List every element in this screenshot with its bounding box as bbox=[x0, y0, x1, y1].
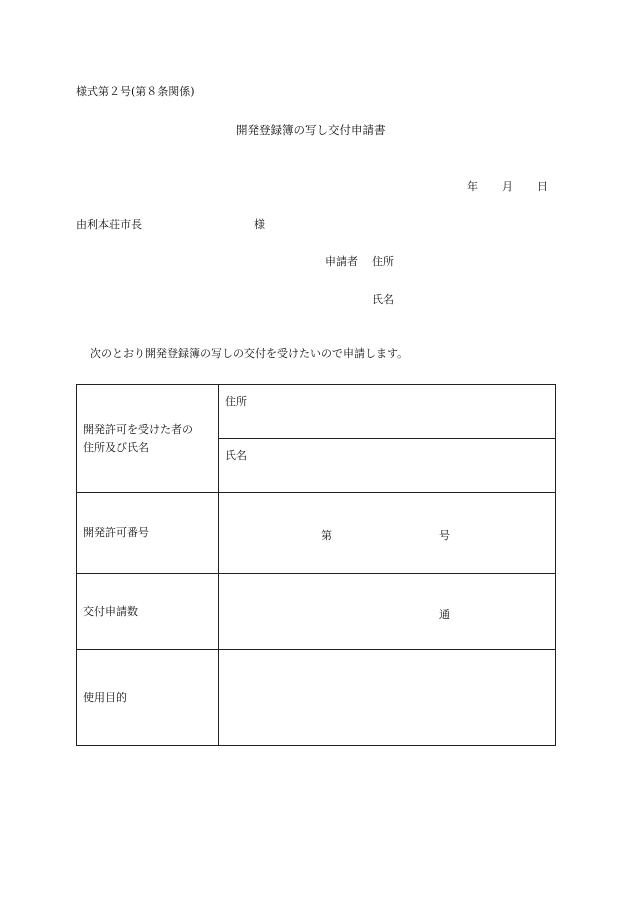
addressee-line bbox=[76, 219, 265, 230]
form-number: 様式第２号(第８条関係) bbox=[76, 85, 195, 98]
permit-number-field[interactable] bbox=[219, 493, 556, 574]
date-day-label: 日 bbox=[537, 180, 548, 193]
document-title: 開発登録簿の写し交付申請書 bbox=[236, 123, 386, 137]
addressee-honorific: 様 bbox=[254, 218, 265, 231]
applicant-role: 申請者 bbox=[325, 255, 358, 268]
applicant-address-label: 住所 bbox=[372, 255, 394, 268]
table-row bbox=[77, 385, 556, 439]
purpose-field[interactable] bbox=[219, 650, 556, 746]
table-row bbox=[77, 650, 556, 746]
copies-unit: 通 bbox=[439, 608, 450, 621]
table-row bbox=[77, 574, 556, 650]
purpose-label: 使用目的 bbox=[77, 650, 219, 746]
applicant-address-line bbox=[325, 256, 394, 267]
permit-number-suffix: 号 bbox=[439, 529, 450, 542]
permit-holder-label bbox=[77, 385, 219, 493]
copies-label: 交付申請数 bbox=[77, 574, 219, 650]
date-line bbox=[467, 181, 548, 192]
permit-holder-address-field[interactable] bbox=[219, 385, 556, 439]
permit-number-label: 開発許可番号 bbox=[77, 493, 219, 574]
permit-holder-name-label: 氏名 bbox=[225, 449, 247, 462]
table-row bbox=[77, 493, 556, 574]
permit-holder-label-line1: 開発許可を受けた者の bbox=[83, 422, 193, 436]
permit-holder-label-line2: 住所及び氏名 bbox=[83, 440, 149, 454]
permit-holder-address-label: 住所 bbox=[225, 395, 247, 408]
permit-number-prefix: 第 bbox=[321, 529, 332, 542]
date-month-label: 月 bbox=[502, 180, 513, 193]
date-year-label: 年 bbox=[467, 180, 478, 193]
applicant-name-label: 氏名 bbox=[372, 293, 394, 306]
copies-field[interactable] bbox=[219, 574, 556, 650]
addressee-name: 由利本荘市長 bbox=[76, 218, 142, 231]
permit-holder-name-field[interactable] bbox=[219, 439, 556, 493]
application-table bbox=[76, 384, 556, 746]
body-text: 次のとおり開発登録簿の写しの交付を受けたいので申請します。 bbox=[90, 347, 409, 360]
